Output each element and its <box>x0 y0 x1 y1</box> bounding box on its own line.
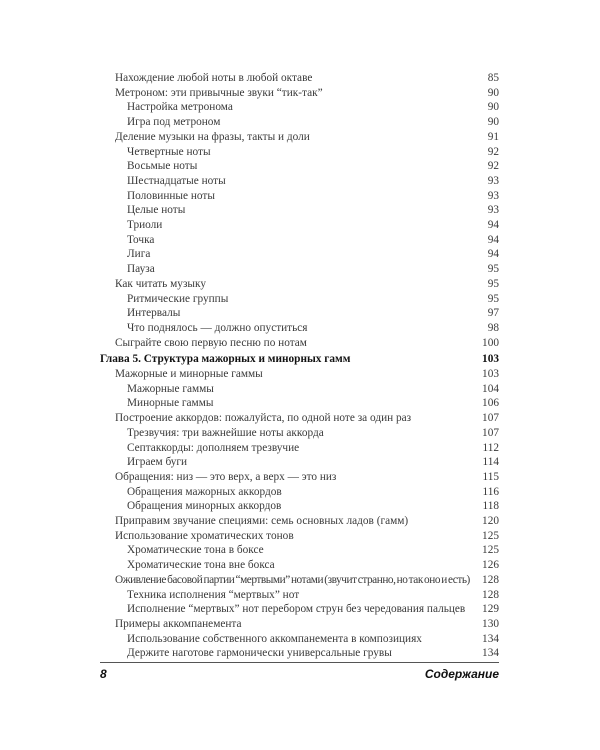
toc-entry-title: Минорные гаммы <box>127 397 214 410</box>
toc-entry <box>100 529 499 544</box>
toc-entry-page: 94 <box>487 219 499 232</box>
toc-entry-title: Хроматические тона в боксе <box>127 544 264 557</box>
toc-entry-title: Что поднялось — должно опуститься <box>127 321 308 334</box>
toc-entry <box>100 174 499 189</box>
toc-entry <box>100 189 499 204</box>
footer-running-title: Содержание <box>424 667 499 681</box>
toc-entry-title: Использование собственного аккомпанемента в композициях <box>127 632 422 645</box>
toc-entry-title: Использование хроматических тонов <box>115 529 294 542</box>
toc-entry-title: Хроматические тона вне бокса <box>127 559 275 572</box>
toc-entry <box>100 292 499 307</box>
toc-entry <box>100 71 499 86</box>
toc-entry-title: Игра под метроном <box>127 116 221 129</box>
toc-entry-title: Держите наготове гармонически универсальные грувы <box>127 647 392 660</box>
toc-entry-title: Настройка метронома <box>127 101 233 114</box>
toc-entry-page: 85 <box>487 72 499 84</box>
footer-divider <box>100 662 499 663</box>
toc-entry-title: Мажорные и минорные гаммы <box>115 368 263 380</box>
toc-entry-page: 93 <box>487 189 499 202</box>
toc-entry-title: Лига <box>127 248 151 261</box>
toc-entry-page: 107 <box>482 426 499 439</box>
toc-entry-page: 103 <box>482 353 499 365</box>
toc-chapter-entry <box>100 352 499 367</box>
toc-entry <box>100 218 499 233</box>
toc-entry-page: 129 <box>482 603 499 616</box>
toc-entry-title: Играем буги <box>127 456 188 469</box>
toc-entry-page: 90 <box>487 116 499 129</box>
toc-entry-title: Мажорные гаммы <box>127 382 214 395</box>
toc-entry-page: 94 <box>487 233 499 246</box>
toc-entry-page: 107 <box>482 412 499 425</box>
toc-entry <box>100 233 499 248</box>
toc-entry-title: Приправим звучание специями: семь основных ладов (гамм) <box>115 515 409 528</box>
toc-entry-title: Метроном: эти привычные звуки “тик-так” <box>115 86 323 99</box>
toc-entry-page: 116 <box>482 485 499 498</box>
toc-entry-page: 120 <box>482 515 499 528</box>
toc-entry <box>100 306 499 321</box>
toc-entry-title: Интервалы <box>127 307 181 320</box>
toc-entry <box>100 367 499 382</box>
toc-entry-page: 103 <box>482 368 499 380</box>
toc-entry <box>100 588 499 603</box>
toc-entry-page: 93 <box>487 174 499 187</box>
toc-entry-page: 92 <box>487 145 499 158</box>
toc-entry-title: Построение аккордов: пожалуйста, по одной ноте за один раз <box>115 412 412 425</box>
toc-entry-page: 106 <box>482 397 499 410</box>
toc-entry-title: Пауза <box>127 263 155 276</box>
toc-entry <box>100 382 499 397</box>
toc-entry-title: Оживление басовой партии “мертвыми” нотами (звучит странно, но так оно и есть) <box>115 573 470 586</box>
toc-entry <box>100 470 499 485</box>
toc-entry-title: Примеры аккомпанемента <box>115 617 242 630</box>
toc-list-part-1 <box>100 71 499 350</box>
toc-entry <box>100 573 499 588</box>
toc-entry <box>100 203 499 218</box>
toc-entry <box>100 646 499 661</box>
toc-entry-title: Обращения: низ — это верх, а верх — это низ <box>115 470 337 483</box>
toc-entry-page: 90 <box>487 101 499 114</box>
toc-entry <box>100 100 499 115</box>
toc-entry-title: Септаккорды: дополняем трезвучие <box>127 441 300 454</box>
toc-entry <box>100 485 499 500</box>
toc-entry <box>100 86 499 101</box>
toc-entry <box>100 499 499 514</box>
toc-entry-title: Обращения минорных аккордов <box>127 500 282 513</box>
toc-entry-page: 104 <box>482 382 499 395</box>
toc-entry-title: Шестнадцатые ноты <box>127 174 226 187</box>
toc-entry <box>100 336 499 351</box>
toc-entry-page: 95 <box>487 263 499 276</box>
toc-entry-page: 114 <box>482 456 499 469</box>
toc-entry-page: 98 <box>487 321 499 334</box>
toc-entry-page: 125 <box>482 529 499 542</box>
toc-entry-page: 134 <box>482 647 499 660</box>
toc-entry-page: 128 <box>482 573 499 586</box>
toc-entry-title: Четвертные ноты <box>127 145 211 158</box>
toc-entry <box>100 396 499 411</box>
toc-entry-page: 130 <box>482 617 499 630</box>
toc-list-part-2 <box>100 352 499 661</box>
toc-entry-title: Исполнение “мертвых” нот перебором струн без чередования пальцев <box>127 603 466 616</box>
toc-entry-page: 134 <box>482 632 499 645</box>
toc-entry <box>100 617 499 632</box>
toc-entry-title: Обращения мажорных аккордов <box>127 485 282 498</box>
toc-entry <box>100 558 499 573</box>
toc-entry-page: 93 <box>487 204 499 217</box>
toc-entry <box>100 130 499 145</box>
toc-entry-title: Целые ноты <box>127 204 186 217</box>
toc-entry-page: 100 <box>482 336 499 349</box>
toc-entry-page: 126 <box>482 559 499 572</box>
toc-entry-page: 115 <box>482 470 499 483</box>
toc-entry <box>100 262 499 277</box>
toc-entry-page: 95 <box>487 277 499 290</box>
toc-entry-page: 95 <box>487 292 499 305</box>
toc-entry-title: Нахождение любой ноты в любой октаве <box>115 72 313 84</box>
toc-entry <box>100 514 499 529</box>
toc-entry-page: 125 <box>482 544 499 557</box>
toc-entry-title: Сыграйте свою первую песню по нотам <box>115 336 307 349</box>
toc-entry-title: Триоли <box>127 219 163 232</box>
toc-entry <box>100 247 499 262</box>
toc-entry-title: Трезвучия: три важнейшие ноты аккорда <box>127 426 324 439</box>
toc-entry-page: 91 <box>487 130 499 143</box>
toc-entry-title: Деление музыки на фразы, такты и доли <box>115 130 310 143</box>
toc-entry-page: 90 <box>487 86 499 99</box>
toc-entry <box>100 602 499 617</box>
toc-entry <box>100 455 499 470</box>
toc-entry-page: 112 <box>482 441 499 454</box>
toc-entry <box>100 159 499 174</box>
toc-entry <box>100 277 499 292</box>
toc-entry-title: Как читать музыку <box>115 277 206 290</box>
toc-entry <box>100 426 499 441</box>
toc-entry-title: Восьмые ноты <box>127 160 198 173</box>
toc-entry-page: 94 <box>487 248 499 261</box>
toc-entry-title: Точка <box>127 233 155 246</box>
toc-entry <box>100 632 499 647</box>
toc-entry-title: Половинные ноты <box>127 189 215 202</box>
toc-entry-page: 118 <box>482 500 499 513</box>
toc-entry-page: 92 <box>487 160 499 173</box>
toc-entry <box>100 321 499 336</box>
toc-entry <box>100 145 499 160</box>
toc-entry <box>100 441 499 456</box>
toc-entry <box>100 115 499 130</box>
toc-entry-title: Техника исполнения “мертвых” нот <box>127 588 300 601</box>
toc-entry-title: Глава 5. Структура мажорных и минорных гамм <box>100 353 351 365</box>
toc-entry <box>100 543 499 558</box>
toc-entry-page: 97 <box>487 307 499 320</box>
footer-page-number: 8 <box>100 667 107 681</box>
toc-entry-title: Ритмические группы <box>127 292 229 305</box>
toc-entry <box>100 411 499 426</box>
toc-entry-page: 128 <box>482 588 499 601</box>
